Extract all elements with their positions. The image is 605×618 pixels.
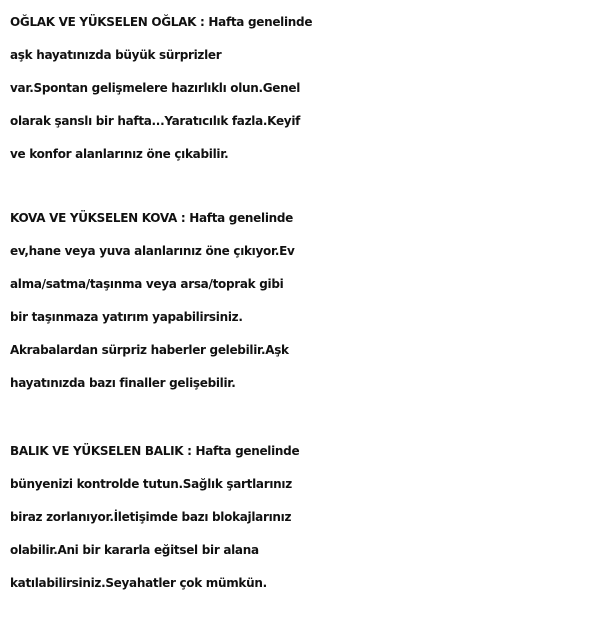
text-line: var.Spontan gelişmelere hazırlıklı olun.Genel [10,81,301,95]
text-line: ve konfor alanlarınız öne çıkabilir. [10,147,229,161]
text-line: olarak şanslı bir hafta...Yaratıcılık fazla.Keyif [10,114,301,128]
section-balik [10,435,600,600]
text-line: OĞLAK VE YÜKSELEN OĞLAK : Hafta genelinde [10,15,313,29]
text-line: Akrabalardan sürpriz haberler gelebilir.Aşk [10,343,289,357]
section-kova [10,202,600,400]
text-line: alma/satma/taşınma veya arsa/toprak gibi [10,277,284,291]
text-line: hayatınızda bazı finaller gelişebilir. [10,376,236,390]
text-line: bünyenizi kontrolde tutun.Sağlık şartlarınız [10,477,292,491]
text-line: aşk hayatınızda büyük sürprizler [10,48,222,62]
text-line: biraz zorlanıyor.İletişimde bazı blokajlarınız [10,510,292,524]
text-line: olabilir.Ani bir kararla eğitsel bir alana [10,543,259,557]
text-line: ev,hane veya yuva alanlarınız öne çıkıyor.Ev [10,244,295,258]
text-line: bir taşınmaza yatırım yapabilirsiniz. [10,310,243,324]
text-line: KOVA VE YÜKSELEN KOVA : Hafta genelinde [10,211,294,225]
text-line: BALIK VE YÜKSELEN BALIK : Hafta genelinde [10,444,300,458]
section-oglak [10,6,600,171]
text-line: katılabilirsiniz.Seyahatler çok mümkün. [10,576,267,590]
